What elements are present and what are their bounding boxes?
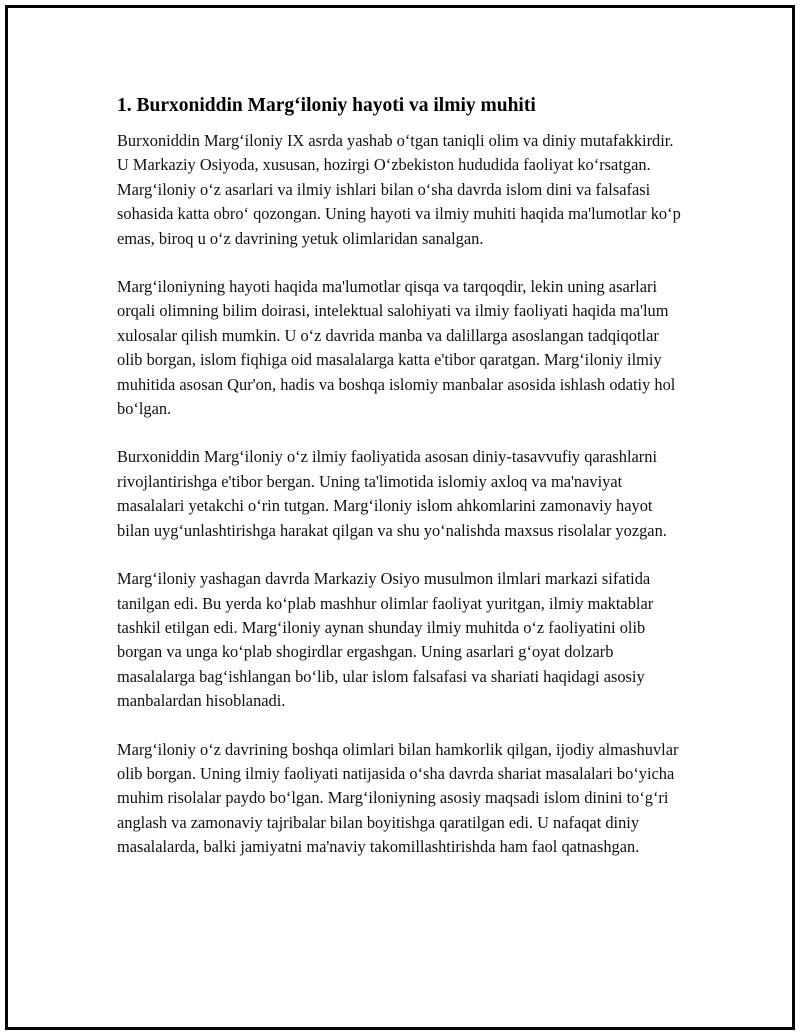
- paragraph-5: Marg‘iloniy o‘z davrining boshqa olimlari bilan hamkorlik qilgan, ijodiy almashuvlar olib borgan. Uning ilmiy faoliyati natijasida o‘sha davrda shariat masalalari bo‘yicha muhim risolalar paydo bo‘lgan. Marg‘iloniyning asosiy maqsadi islom dinini to‘g‘ri anglash va zamonaviy tajribalar bilan boyitishga qaratilgan edi. U nafaqat diniy masalalarda, balki jamiyatni ma'naviy takomillashtirishda ham faol qatnashgan.: [117, 739, 679, 857]
- document-body: [117, 93, 687, 884]
- paragraph-1: Burxoniddin Marg‘iloniy IX asrda yashab o‘tgan taniqli olim va diniy mutafakkirdir. U Markaziy Osiyoda, xususan, hozirgi O‘zbekiston hududida faoliyat ko‘rsatgan. Marg‘iloniy o‘z asarlari va ilmiy ishlari bilan o‘sha davrda islom dini va falsafasi sohasida katta obro‘ qozongan. Uning hayoti va ilmiy muhiti haqida ma'lumotlar ko‘p emas, biroq u o‘z davrining yetuk olimlaridan sanalgan.: [117, 131, 681, 248]
- paragraph-3: Burxoniddin Marg‘iloniy o‘z ilmiy faoliyatida asosan diniy-tasavvufiy qarashlarni rivojlantirishga e'tibor bergan. Uning ta'limotida islomiy axloq va ma'naviyat masalalari yetakchi o‘rin tutgan. Marg‘iloniy islom ahkomlarini zamonaviy hayot bilan uyg‘unlashtirishga harakat qilgan va shu yo‘nalishda maxsus risolalar yozgan.: [117, 447, 667, 540]
- section-heading: 1. Burxoniddin Marg‘iloniy hayoti va ilmiy muhiti: [117, 95, 536, 116]
- paragraph-2: Marg‘iloniyning hayoti haqida ma'lumotlar qisqa va tarqoqdir, lekin uning asarlari orqali olimning bilim doirasi, intelektual salohiyati va ilmiy faoliyati haqida ma'lum xulosalar qilish mumkin. U o‘z davrida manba va dalillarga asoslangan tadqiqotlar olib borgan, islom fiqhiga oid masalalarga katta e'tibor qaratgan. Marg‘iloniy ilmiy muhitida asosan Qur'on, hadis va boshqa islomiy manbalar asosida ishlash odatiy hol bo‘lgan.: [117, 277, 676, 419]
- paragraph-4: Marg‘iloniy yashagan davrda Markaziy Osiyo musulmon ilmlari markazi sifatida tanilgan edi. Bu yerda ko‘plab mashhur olimlar faoliyat yuritgan, ilmiy maktablar tashkil etilgan edi. Marg‘iloniy aynan shunday ilmiy muhitda o‘z faoliyatini olib borgan va unga ko‘plab shogirdlar ergashgan. Uning asarlari g‘oyat dolzarb masalalarga bag‘ishlangan bo‘lib, ular islom falsafasi va shariati haqidagi asosiy manbalardan hisoblanadi.: [117, 569, 654, 711]
